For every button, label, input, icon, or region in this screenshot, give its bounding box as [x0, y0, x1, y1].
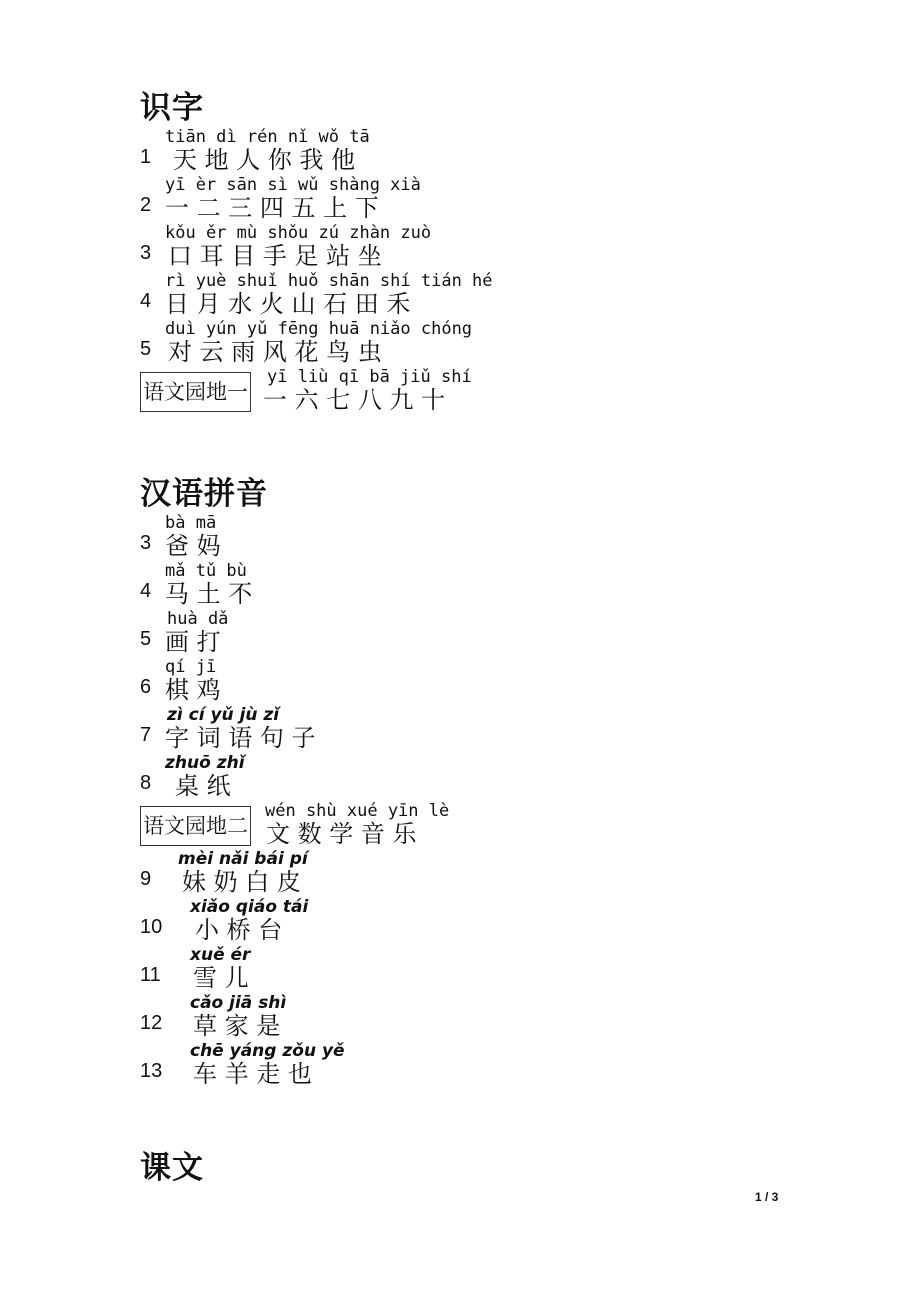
lesson-entry: [140, 754, 840, 802]
lesson-entry: [140, 128, 840, 176]
pinyin-line: zhuō zhǐ: [165, 753, 245, 773]
lesson-number: 3: [140, 532, 152, 554]
hanzi-line: 马 土 不: [165, 580, 253, 608]
pinyin-line: mǎ tǔ bù: [165, 561, 247, 581]
hanzi-line: 口 耳 目 手 足 站 坐: [168, 242, 382, 270]
lesson-number: 4: [140, 580, 152, 602]
lesson-number: 9: [140, 868, 152, 890]
pinyin-line: qí jī: [165, 657, 217, 677]
hanzi-line: 棋 鸡: [165, 676, 221, 704]
pinyin-line: huà dǎ: [167, 609, 229, 629]
page-number: 1 / 3: [755, 1190, 779, 1204]
pinyin-line: duì yún yǔ fēng huā niǎo chóng: [165, 319, 473, 339]
lesson-entry: [140, 946, 840, 994]
pinyin-line: kǒu ěr mù shǒu zú zhàn zuò: [165, 223, 432, 243]
lesson-entry: [140, 658, 840, 706]
lesson-number: 13: [140, 1060, 163, 1082]
pinyin-line: yī èr sān sì wǔ shàng xià: [165, 175, 421, 195]
pinyin-line: xiǎo qiáo tái: [190, 897, 309, 917]
hanzi-line: 车 羊 走 也: [193, 1060, 312, 1088]
lesson-entry: [140, 610, 840, 658]
lesson-entry: [140, 368, 840, 416]
lesson-entry: [140, 176, 840, 224]
hanzi-line: 一 二 三 四 五 上 下: [165, 194, 379, 222]
yuwen-yuandi-box: 语文园地一: [140, 372, 251, 412]
lesson-number: 7: [140, 724, 152, 746]
lesson-entry: [140, 514, 840, 562]
hanzi-line: 雪 儿: [193, 964, 249, 992]
hanzi-line: 桌 纸: [175, 772, 231, 800]
pinyin-line: wén shù xué yīn lè: [265, 801, 450, 821]
lesson-number: 1: [140, 146, 152, 168]
lesson-number: 6: [140, 676, 152, 698]
hanzi-line: 小 桥 台: [195, 916, 283, 944]
hanzi-line: 爸 妈: [165, 532, 221, 560]
hanzi-line: 文 数 学 音 乐: [266, 820, 417, 848]
hanzi-line: 画 打: [165, 628, 221, 656]
pinyin-line: tiān dì rén nǐ wǒ tā: [165, 127, 370, 147]
hanzi-line: 草 家 是: [193, 1012, 281, 1040]
pinyin-line: xuě ér: [190, 945, 251, 965]
lesson-number: 5: [140, 338, 152, 360]
lesson-number: 8: [140, 772, 152, 794]
lesson-number: 5: [140, 628, 152, 650]
hanzi-line: 日 月 水 火 山 石 田 禾: [165, 290, 411, 318]
yuwen-yuandi-box: 语文园地二: [140, 806, 251, 846]
hanzi-line: 对 云 雨 风 花 鸟 虫: [168, 338, 382, 366]
pinyin-line: rì yuè shuǐ huǒ shān shí tián hé: [165, 271, 493, 291]
pinyin-line: zì cí yǔ jù zǐ: [167, 705, 280, 725]
pinyin-line: yī liù qī bā jiǔ shí: [267, 367, 472, 387]
lesson-number: 2: [140, 194, 152, 216]
lesson-number: 11: [140, 964, 161, 986]
lesson-entry: [140, 320, 840, 368]
lesson-entry: [140, 706, 840, 754]
lesson-number: 12: [140, 1012, 163, 1034]
pinyin-line: mèi nǎi bái pí: [178, 849, 308, 869]
lesson-entry: [140, 850, 840, 898]
section-title-hanyu-pinyin: 汉语拼音: [140, 476, 268, 512]
lesson-number: 10: [140, 916, 163, 938]
section-title-shizi: 识字: [140, 90, 204, 126]
lesson-number: 3: [140, 242, 152, 264]
lesson-entry: [140, 1042, 840, 1090]
pinyin-line: cǎo jiā shì: [190, 993, 287, 1013]
section-title-kewen: 课文: [140, 1150, 204, 1186]
lesson-entry: [140, 224, 840, 272]
lesson-entry: [140, 272, 840, 320]
lesson-entry: [140, 994, 840, 1042]
hanzi-line: 一 六 七 八 九 十: [263, 386, 446, 414]
pinyin-line: bà mā: [165, 513, 217, 533]
pinyin-line: chē yáng zǒu yě: [190, 1041, 345, 1061]
hanzi-line: 字 词 语 句 子: [165, 724, 316, 752]
hanzi-line: 妹 奶 白 皮: [182, 868, 301, 896]
lesson-entry: [140, 802, 840, 850]
hanzi-line: 天 地 人 你 我 他: [173, 146, 356, 174]
lesson-entry: [140, 898, 840, 946]
lesson-number: 4: [140, 290, 152, 312]
lesson-entry: [140, 562, 840, 610]
